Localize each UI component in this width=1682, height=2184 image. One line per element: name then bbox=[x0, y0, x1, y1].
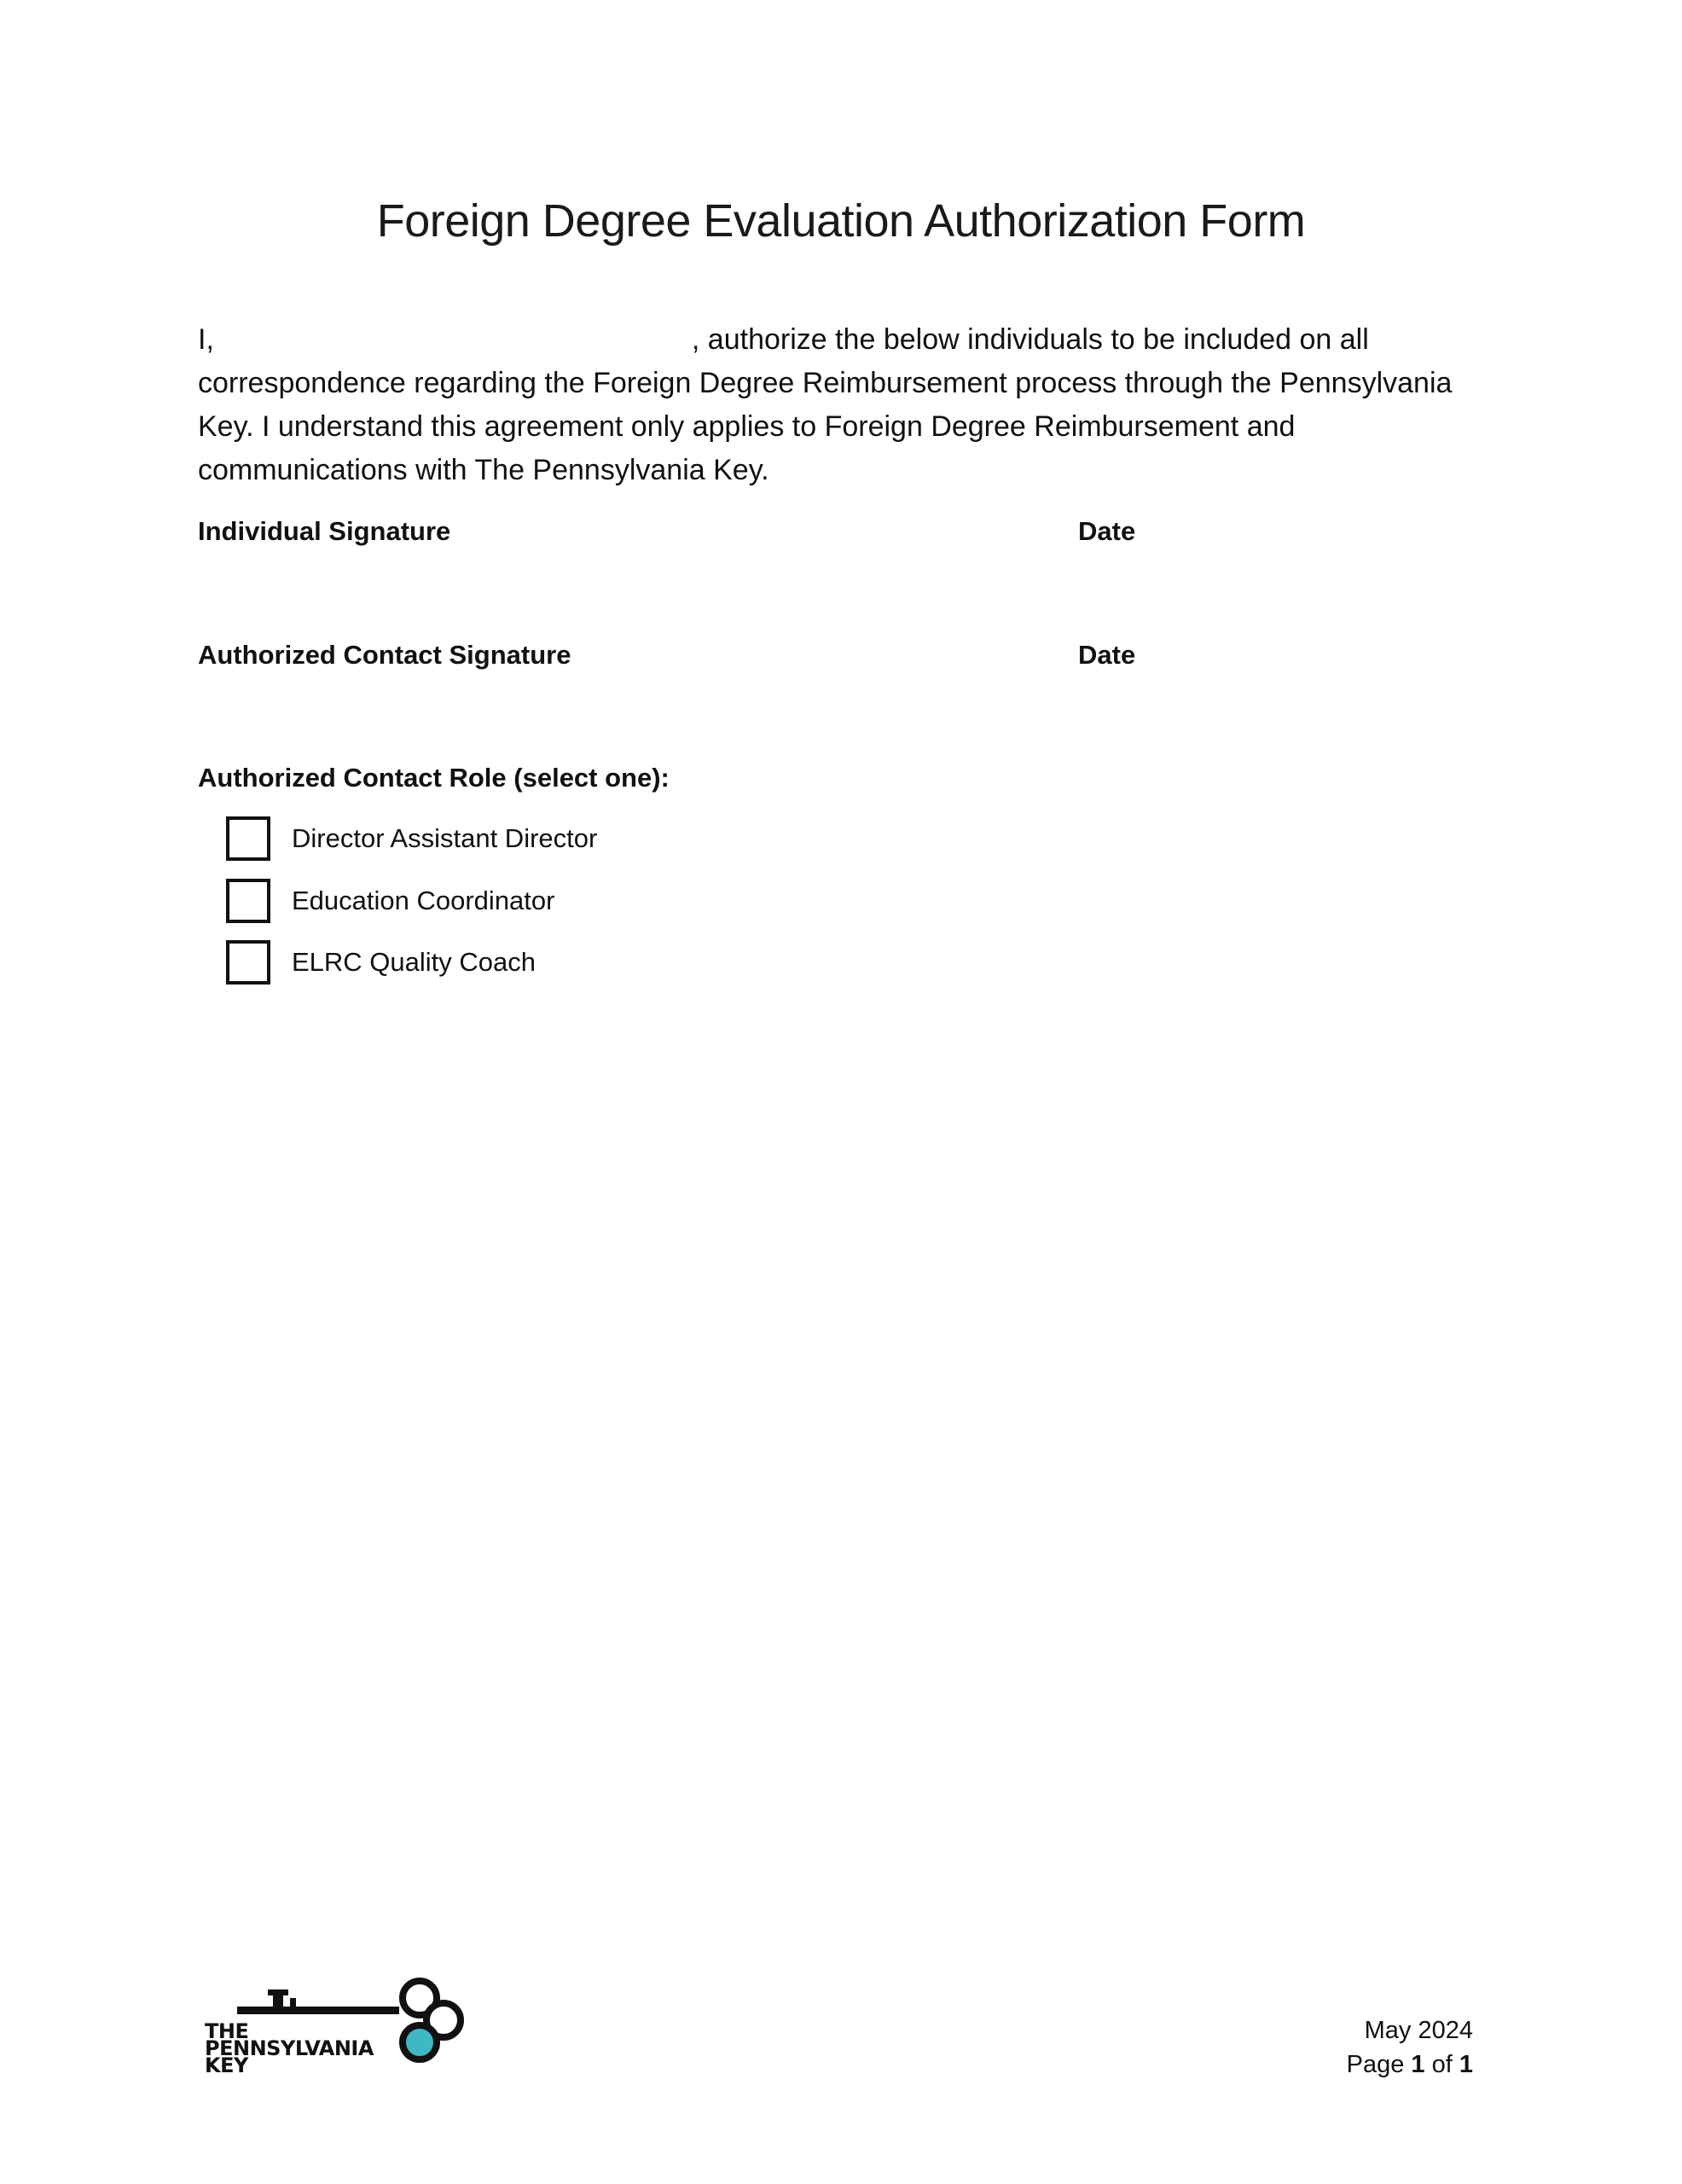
logo-line-the: THE bbox=[205, 2019, 249, 2043]
role-option-education-coordinator[interactable] bbox=[226, 875, 554, 926]
contact-signature-label: Authorized Contact Signature bbox=[198, 640, 571, 670]
pennsylvania-key-logo bbox=[205, 1978, 469, 2080]
intro-prefix: I, bbox=[198, 323, 214, 356]
page-current: 1 bbox=[1411, 2051, 1425, 2078]
individual-signature-label: Individual Signature bbox=[198, 516, 451, 546]
footer-date: May 2024 bbox=[1364, 2017, 1473, 2044]
page-of: of bbox=[1431, 2051, 1453, 2078]
logo-line-pennsylvania: PENNSYLVANIA bbox=[205, 2036, 374, 2060]
page-total: 1 bbox=[1459, 2051, 1473, 2078]
page-word: Page bbox=[1346, 2051, 1405, 2078]
quality-coach-checkbox[interactable] bbox=[226, 940, 270, 985]
role-option-label: Director Assistant Director bbox=[292, 823, 598, 853]
intro-text: , authorize the below individuals to be included on all correspondence regarding the Foreign Degree Reimbursement process through the Pennsylvania Key. I understand this agreement only applies to Foreign Degree Reimbursement and communications with The Pennsylvania Key. bbox=[198, 323, 1453, 486]
role-option-label: Education Coordinator bbox=[292, 886, 555, 915]
contact-date-label: Date bbox=[1078, 640, 1136, 670]
education-coordinator-checkbox[interactable] bbox=[226, 879, 270, 923]
page-number bbox=[1347, 2048, 1473, 2082]
role-option-director[interactable] bbox=[226, 813, 597, 864]
role-heading: Authorized Contact Role (select one): bbox=[198, 763, 670, 793]
role-option-label: ELRC Quality Coach bbox=[292, 947, 536, 977]
director-checkbox[interactable] bbox=[226, 816, 270, 861]
footer-info bbox=[1347, 2013, 1473, 2082]
individual-date-label: Date bbox=[1078, 516, 1136, 546]
logo-line-key: KEY bbox=[205, 2053, 248, 2077]
authorization-statement bbox=[198, 318, 1503, 492]
form-title: Foreign Degree Evaluation Authorization Form bbox=[376, 195, 1306, 247]
role-option-quality-coach[interactable] bbox=[226, 937, 536, 988]
